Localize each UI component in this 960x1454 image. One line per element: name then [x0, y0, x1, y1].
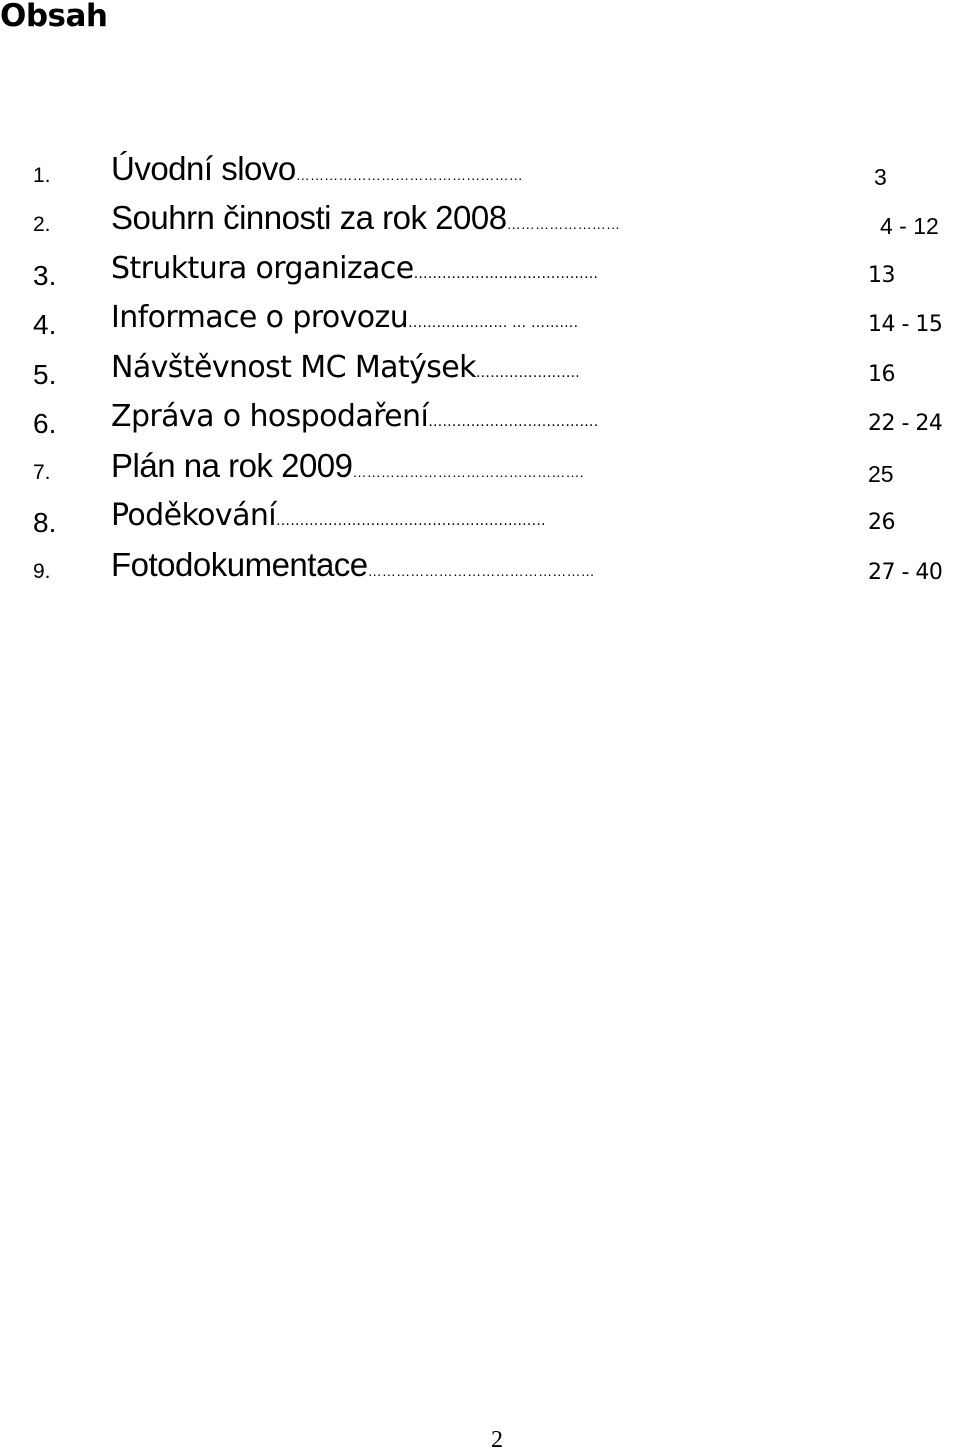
toc-entry-3[interactable] — [0, 249, 960, 299]
toc-leader-dots: ………………………………………………… — [276, 513, 546, 529]
toc-entry-title-text: Fotodokumentace — [111, 545, 368, 583]
toc-entry-title-text: Informace o provozu — [111, 300, 409, 335]
toc-entry-2[interactable] — [0, 200, 960, 250]
toc-entry-5[interactable] — [0, 348, 960, 398]
toc-entry-title — [111, 546, 595, 590]
toc-entry-title — [111, 398, 598, 441]
toc-entry-number: 9. — [33, 559, 51, 583]
toc-entry-pages: 3 — [874, 163, 887, 190]
page-number: 2 — [491, 1427, 503, 1453]
toc-entry-pages: 25 — [868, 460, 894, 487]
toc-leader-dots: …………………… — [506, 216, 621, 232]
toc-entry-title — [111, 150, 523, 194]
toc-entry-4[interactable] — [0, 299, 960, 349]
toc-entry-pages: 4 - 12 — [880, 213, 939, 239]
toc-entry-number: 7. — [33, 460, 51, 484]
toc-leader-dots: ……………………..………. — [428, 414, 599, 430]
toc-entry-number: 2. — [33, 213, 51, 236]
toc-entry-number: 6. — [33, 408, 57, 439]
toc-entry-title-text: Úvodní slovo — [111, 149, 296, 187]
toc-entry-title-text: Plán na rok 2009 — [111, 446, 353, 484]
page-title: Obsah — [0, 0, 108, 34]
toc-entry-pages: 22 - 24 — [868, 411, 943, 436]
toc-leader-dots: ………………………………………… — [367, 562, 595, 579]
toc-entry-9[interactable] — [0, 546, 960, 596]
toc-entry-8[interactable] — [0, 497, 960, 547]
table-of-contents — [0, 150, 960, 596]
toc-entry-pages: 13 — [868, 262, 895, 288]
toc-entry-title-text: Poděkování — [111, 498, 277, 533]
toc-entry-number: 3. — [33, 259, 57, 291]
toc-leader-dots: ………………………………… — [413, 265, 599, 282]
toc-entry-6[interactable] — [0, 398, 960, 448]
toc-entry-number: 1. — [33, 163, 51, 187]
toc-entry-pages: 26 — [868, 510, 895, 535]
toc-leader-dots: …………………. — [475, 364, 580, 381]
toc-entry-title — [111, 250, 598, 293]
toc-entry-title — [111, 349, 580, 392]
toc-entry-title-text: Souhrn činnosti za rok 2008 — [111, 199, 507, 236]
toc-entry-title — [111, 299, 578, 342]
toc-entry-pages: 14 - 15 — [868, 312, 943, 337]
toc-entry-number: 4. — [33, 309, 57, 340]
toc-entry-title — [111, 199, 620, 243]
toc-entry-title-text: Návštěvnost MC Matýsek — [111, 349, 476, 385]
toc-entry-7[interactable] — [0, 447, 960, 497]
toc-entry-pages: 16 — [868, 361, 895, 387]
toc-entry-number: 5. — [33, 358, 57, 390]
toc-entry-title-text: Zpráva o hospodaření — [111, 399, 429, 434]
toc-entry-title — [111, 447, 584, 491]
toc-entry-number: 8. — [33, 507, 57, 538]
toc-entry-1[interactable] — [0, 150, 960, 200]
toc-entry-title — [111, 497, 546, 540]
toc-leader-dots: ………………………………………… — [295, 166, 523, 183]
toc-leader-dots: …………………………………………. — [352, 463, 584, 480]
toc-entry-pages: 27 - 40 — [868, 559, 943, 585]
toc-leader-dots: ………………… … ………. — [408, 315, 579, 331]
toc-entry-title-text: Struktura organizace — [111, 250, 414, 286]
